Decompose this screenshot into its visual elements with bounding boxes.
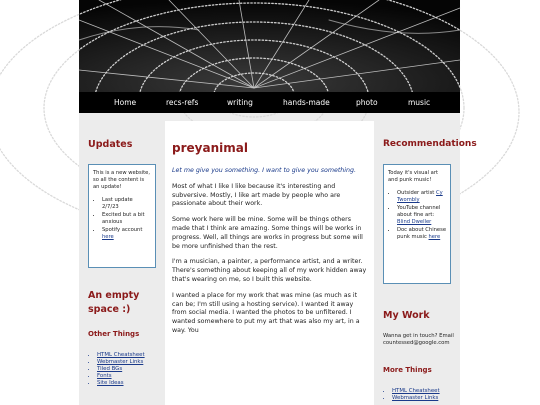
page-frame — [79, 0, 477, 405]
page-title: preyanimal — [172, 141, 248, 155]
html-cheatsheet-link[interactable]: HTML Cheatsheet — [392, 388, 440, 394]
fonts-link[interactable]: Fonts — [97, 373, 112, 379]
nav-music[interactable]: music — [408, 98, 431, 107]
list-item — [392, 395, 440, 402]
my-work-heading: My Work — [383, 310, 430, 321]
recs-list — [388, 190, 446, 241]
main-nav — [79, 92, 460, 113]
other-things-heading: Other Things — [88, 330, 140, 338]
updates-box — [88, 164, 156, 268]
updates-intro: This is a new website, so all the content is an update! — [93, 170, 150, 190]
main-body — [172, 167, 368, 343]
recommendations-box — [383, 164, 451, 284]
updates-item: • Spotify account here — [102, 227, 151, 241]
more-things-list — [392, 388, 440, 402]
updates-item: • Excited but a bit anxious — [102, 212, 151, 226]
list-item — [392, 388, 440, 395]
body-paragraph: I'm a musician, a painter, a performance artist, and a writer. There's something about keeping all of my work hidden away that's wearing on me, so I built this website. — [172, 258, 367, 283]
updates-item: • Last update 2/7/23 — [102, 197, 151, 211]
cy-twombly-link[interactable]: Cy Twombly — [397, 190, 443, 203]
other-things-list — [97, 352, 145, 387]
blind-dweller-link[interactable]: Blind Dweller — [397, 219, 432, 225]
main-content — [165, 121, 374, 405]
body-paragraph: Some work here will be mine. Some will be things others made that I think are amazing. Some things will be works in progress. Well, all things are works in progress but some will be more unfinished than the rest. — [172, 216, 363, 250]
recs-intro: Today it's visual art and punk music! — [388, 170, 439, 183]
right-sidebar — [374, 113, 477, 405]
nav-writing[interactable]: writing — [227, 98, 253, 107]
recommendations-heading: Recommendations — [383, 139, 477, 149]
spotify-link[interactable]: here — [102, 234, 114, 240]
list-item — [97, 373, 145, 380]
body-paragraph: I wanted a place for my work that was mine (as much as it can be; I'm still using a hosting service). I wanted it away from social media. I wanted the photos to be unfiltered. I wanted somewhere to put my art that was also my art, in a way. You — [172, 291, 360, 334]
recs-item: • Outsider artist Cy Twombly — [397, 190, 446, 204]
updates-heading: Updates — [88, 139, 133, 150]
webmaster-links-link[interactable]: Webmaster Links — [97, 359, 144, 365]
list-item — [97, 380, 145, 387]
left-sidebar — [79, 113, 165, 405]
header-banner-image — [79, 0, 460, 92]
list-item — [97, 359, 145, 366]
nav-hands-made[interactable]: hands-made — [283, 98, 330, 107]
nav-photo[interactable]: photo — [356, 98, 378, 107]
more-things-heading: More Things — [383, 366, 432, 374]
list-item — [97, 366, 145, 373]
empty-space-heading: An empty space :) — [88, 290, 140, 315]
spiderweb-image — [79, 0, 460, 92]
body-paragraph: Most of what I like I like because it's interesting and subversive. Mostly, I like art made by people who are passionate about their work. — [172, 182, 341, 208]
intro-paragraph: Let me give you something. I want to give you something. — [172, 167, 357, 174]
list-item — [97, 352, 145, 359]
nav-recs-refs[interactable]: recs-refs — [166, 98, 199, 107]
contact-text: Wanna get in touch? Email countessed@google.com — [383, 333, 454, 347]
site-ideas-link[interactable]: Site Ideas — [97, 380, 124, 386]
recs-item: • YouTube channel about fine art: Blind Dweller — [397, 205, 446, 226]
recs-item: • Doc about Chinese punk music here — [397, 227, 446, 241]
html-cheatsheet-link[interactable]: HTML Cheatsheet — [97, 352, 145, 358]
webmaster-links-link[interactable]: Webmaster Links — [392, 395, 439, 401]
tiled-bgs-link[interactable]: Tiled BGs — [97, 366, 123, 372]
nav-home[interactable]: Home — [114, 98, 137, 107]
punk-doc-link[interactable]: here — [428, 234, 441, 240]
updates-list — [93, 197, 151, 241]
